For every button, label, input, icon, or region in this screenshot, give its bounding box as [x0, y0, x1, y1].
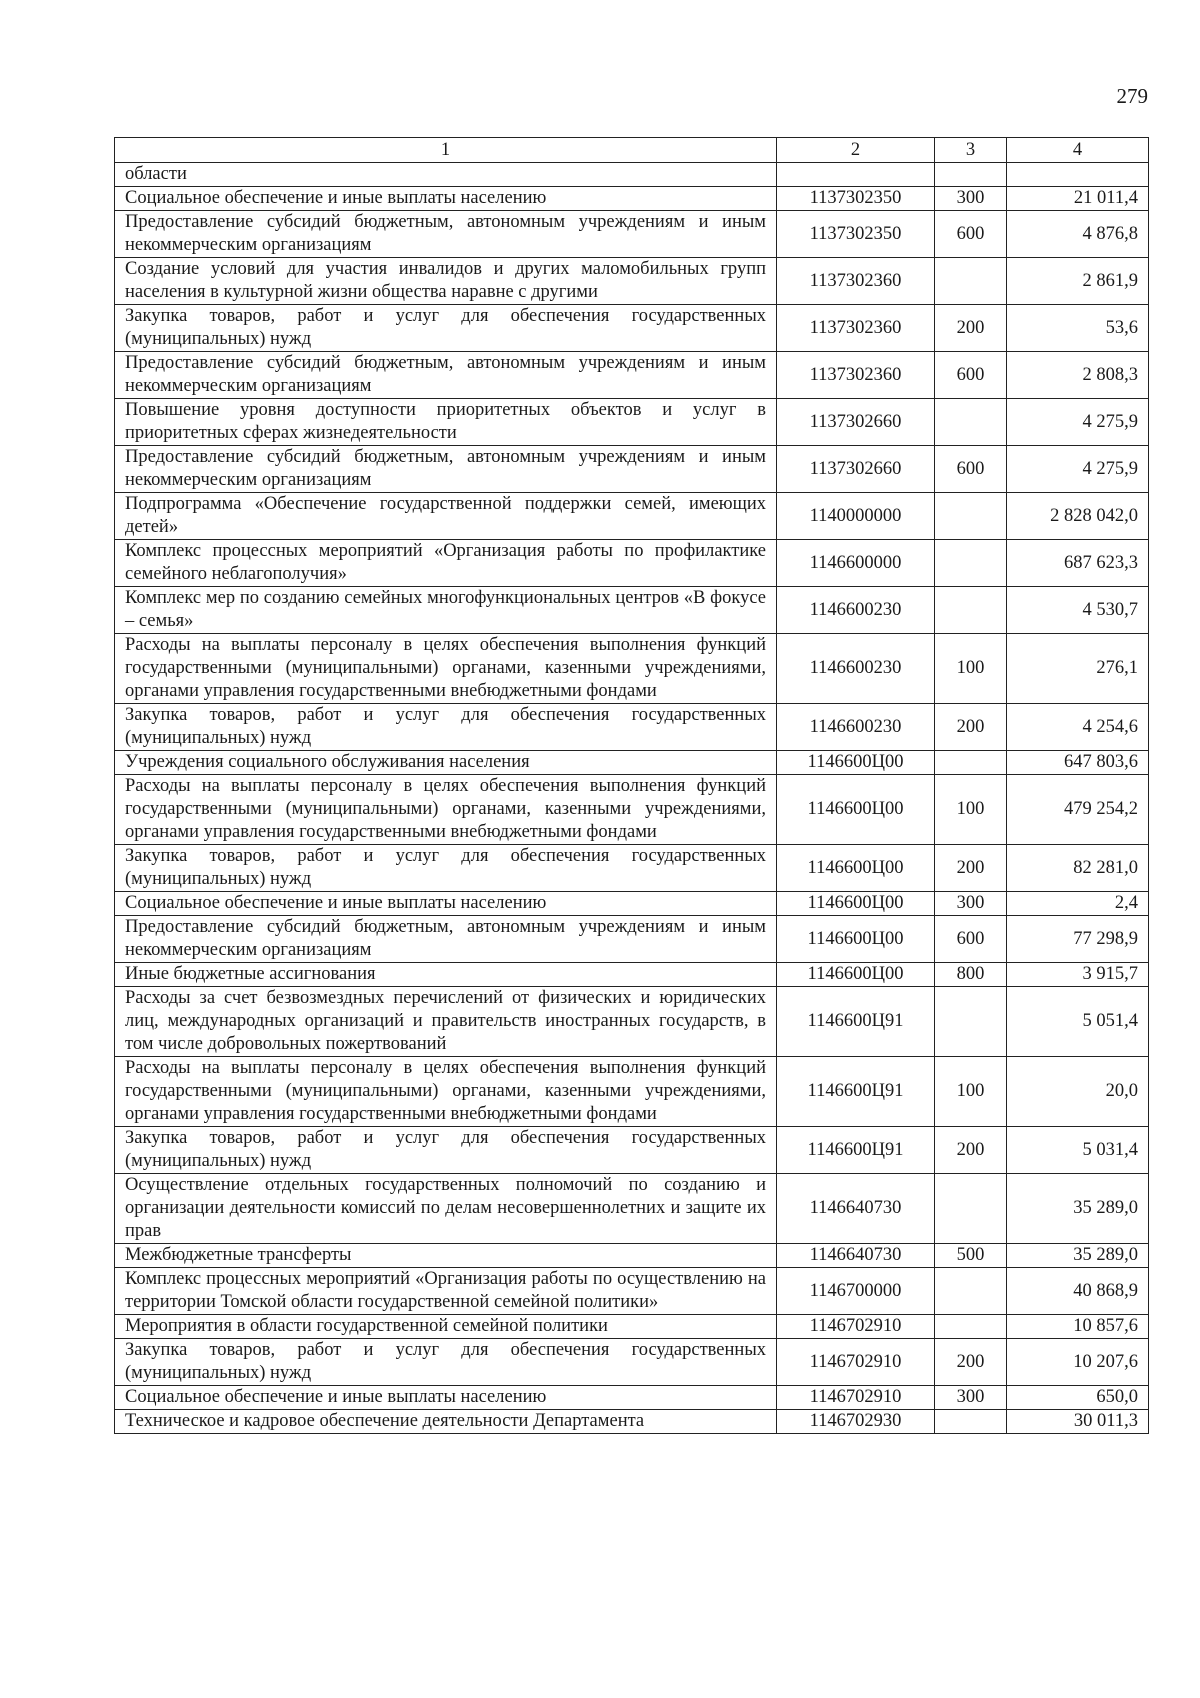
row-name-cell: Подпрограмма «Обеспечение государственной поддержки семей, имеющих детей»	[115, 493, 777, 540]
row-expense-type-cell	[935, 987, 1007, 1057]
column-header-code: 2	[777, 138, 935, 163]
row-code-cell: 1146702910	[777, 1339, 935, 1386]
row-name-cell: Расходы на выплаты персоналу в целях обеспечения выполнения функций государственными (муниципальными) органами, казенными учреждениями, органами управления государственными внебюджетными фондами	[115, 775, 777, 845]
row-name-cell: Закупка товаров, работ и услуг для обеспечения государственных (муниципальных) нужд	[115, 1127, 777, 1174]
row-sum-cell: 647 803,6	[1007, 751, 1149, 775]
row-name-cell: Повышение уровня доступности приоритетных объектов и услуг в приоритетных сферах жизнедеятельности	[115, 399, 777, 446]
row-code-cell: 1146600Ц00	[777, 845, 935, 892]
row-code-cell: 1146600230	[777, 704, 935, 751]
row-expense-type-cell	[935, 399, 1007, 446]
row-code-cell: 1146600230	[777, 634, 935, 704]
row-name-cell: Учреждения социального обслуживания населения	[115, 751, 777, 775]
row-code-cell: 1146600Ц00	[777, 892, 935, 916]
row-name-cell: Предоставление субсидий бюджетным, автономным учреждениям и иным некоммерческим организациям	[115, 916, 777, 963]
row-code-cell: 1146700000	[777, 1268, 935, 1315]
table-row	[115, 1174, 1149, 1244]
row-name-cell: Закупка товаров, работ и услуг для обеспечения государственных (муниципальных) нужд	[115, 305, 777, 352]
table-row	[115, 1244, 1149, 1268]
table-header	[115, 138, 1149, 163]
table-row	[115, 187, 1149, 211]
row-code-cell: 1146600Ц00	[777, 751, 935, 775]
row-expense-type-cell: 500	[935, 1244, 1007, 1268]
row-sum-cell: 10 207,6	[1007, 1339, 1149, 1386]
row-expense-type-cell: 300	[935, 187, 1007, 211]
table-row	[115, 916, 1149, 963]
row-expense-type-cell: 300	[935, 1386, 1007, 1410]
table-row	[115, 352, 1149, 399]
row-sum-cell: 82 281,0	[1007, 845, 1149, 892]
row-expense-type-cell: 600	[935, 352, 1007, 399]
table-row	[115, 258, 1149, 305]
table-row	[115, 892, 1149, 916]
budget-table	[114, 137, 1149, 1434]
row-code-cell: 1137302360	[777, 352, 935, 399]
row-name-cell: Социальное обеспечение и иные выплаты населению	[115, 892, 777, 916]
row-expense-type-cell	[935, 751, 1007, 775]
row-sum-cell: 2,4	[1007, 892, 1149, 916]
row-expense-type-cell	[935, 540, 1007, 587]
table-row	[115, 587, 1149, 634]
row-name-cell: Социальное обеспечение и иные выплаты населению	[115, 187, 777, 211]
table-row	[115, 399, 1149, 446]
row-expense-type-cell	[935, 1268, 1007, 1315]
table-row	[115, 1410, 1149, 1434]
row-sum-cell: 687 623,3	[1007, 540, 1149, 587]
table-row	[115, 845, 1149, 892]
row-expense-type-cell: 100	[935, 775, 1007, 845]
row-sum-cell: 10 857,6	[1007, 1315, 1149, 1339]
row-name-cell: Мероприятия в области государственной семейной политики	[115, 1315, 777, 1339]
page-number: 279	[1116, 84, 1148, 108]
row-sum-cell: 5 051,4	[1007, 987, 1149, 1057]
row-sum-cell: 4 254,6	[1007, 704, 1149, 751]
row-sum-cell: 20,0	[1007, 1057, 1149, 1127]
table-row	[115, 163, 1149, 187]
row-sum-cell: 4 876,8	[1007, 211, 1149, 258]
row-name-cell: Расходы за счет безвозмездных перечислений от физических и юридических лиц, международных организаций и правительств иностранных государств, в том числе добровольных пожертвований	[115, 987, 777, 1057]
row-code-cell: 1146600230	[777, 587, 935, 634]
row-name-cell: Иные бюджетные ассигнования	[115, 963, 777, 987]
row-name-cell: Межбюджетные трансферты	[115, 1244, 777, 1268]
row-sum-cell	[1007, 163, 1149, 187]
row-name-cell: Закупка товаров, работ и услуг для обеспечения государственных (муниципальных) нужд	[115, 1339, 777, 1386]
row-code-cell: 1146600Ц00	[777, 775, 935, 845]
row-code-cell: 1146702930	[777, 1410, 935, 1434]
row-code-cell: 1146702910	[777, 1386, 935, 1410]
row-code-cell: 1146600Ц00	[777, 963, 935, 987]
row-sum-cell: 650,0	[1007, 1386, 1149, 1410]
row-name-cell: Осуществление отдельных государственных полномочий по созданию и организации деятельности комиссий по делам несовершеннолетних и защите их прав	[115, 1174, 777, 1244]
column-header-sum: 4	[1007, 138, 1149, 163]
row-name-cell: Предоставление субсидий бюджетным, автономным учреждениям и иным некоммерческим организациям	[115, 446, 777, 493]
table-row	[115, 963, 1149, 987]
row-expense-type-cell: 600	[935, 916, 1007, 963]
table-row	[115, 1386, 1149, 1410]
row-sum-cell: 3 915,7	[1007, 963, 1149, 987]
row-code-cell: 1137302360	[777, 258, 935, 305]
row-sum-cell: 276,1	[1007, 634, 1149, 704]
row-code-cell: 1137302660	[777, 399, 935, 446]
row-sum-cell: 30 011,3	[1007, 1410, 1149, 1434]
row-code-cell: 1146600Ц91	[777, 1057, 935, 1127]
row-sum-cell: 2 828 042,0	[1007, 493, 1149, 540]
table-row	[115, 305, 1149, 352]
row-expense-type-cell: 200	[935, 1339, 1007, 1386]
row-code-cell: 1137302660	[777, 446, 935, 493]
row-expense-type-cell: 100	[935, 634, 1007, 704]
row-expense-type-cell	[935, 1410, 1007, 1434]
row-name-cell: Создание условий для участия инвалидов и других маломобильных групп населения в культурной жизни общества наравне с другими	[115, 258, 777, 305]
table-row	[115, 1339, 1149, 1386]
table-row	[115, 493, 1149, 540]
row-name-cell: Закупка товаров, работ и услуг для обеспечения государственных (муниципальных) нужд	[115, 704, 777, 751]
row-name-cell: Техническое и кадровое обеспечение деятельности Департамента	[115, 1410, 777, 1434]
row-code-cell: 1146640730	[777, 1244, 935, 1268]
row-code-cell: 1146600Ц00	[777, 916, 935, 963]
table-row	[115, 751, 1149, 775]
row-sum-cell: 35 289,0	[1007, 1174, 1149, 1244]
row-sum-cell: 479 254,2	[1007, 775, 1149, 845]
table-row	[115, 211, 1149, 258]
row-sum-cell: 4 275,9	[1007, 446, 1149, 493]
row-expense-type-cell: 800	[935, 963, 1007, 987]
table-row	[115, 540, 1149, 587]
row-code-cell: 1146702910	[777, 1315, 935, 1339]
row-expense-type-cell	[935, 1315, 1007, 1339]
row-name-cell: Предоставление субсидий бюджетным, автономным учреждениям и иным некоммерческим организациям	[115, 211, 777, 258]
table-row	[115, 1315, 1149, 1339]
table-body	[115, 163, 1149, 1434]
row-code-cell	[777, 163, 935, 187]
row-sum-cell: 40 868,9	[1007, 1268, 1149, 1315]
row-expense-type-cell: 200	[935, 1127, 1007, 1174]
row-expense-type-cell: 200	[935, 704, 1007, 751]
table-row	[115, 634, 1149, 704]
row-name-cell: Социальное обеспечение и иные выплаты населению	[115, 1386, 777, 1410]
table-row	[115, 704, 1149, 751]
row-sum-cell: 21 011,4	[1007, 187, 1149, 211]
row-code-cell: 1146640730	[777, 1174, 935, 1244]
row-expense-type-cell	[935, 493, 1007, 540]
row-sum-cell: 2 861,9	[1007, 258, 1149, 305]
row-code-cell: 1137302350	[777, 187, 935, 211]
row-sum-cell: 77 298,9	[1007, 916, 1149, 963]
row-sum-cell: 4 275,9	[1007, 399, 1149, 446]
row-sum-cell: 5 031,4	[1007, 1127, 1149, 1174]
row-expense-type-cell	[935, 587, 1007, 634]
column-header-vr: 3	[935, 138, 1007, 163]
row-sum-cell: 53,6	[1007, 305, 1149, 352]
header-row	[115, 138, 1149, 163]
row-expense-type-cell	[935, 258, 1007, 305]
row-name-cell: Расходы на выплаты персоналу в целях обеспечения выполнения функций государственными (муниципальными) органами, казенными учреждениями, органами управления государственными внебюджетными фондами	[115, 634, 777, 704]
row-name-cell: Предоставление субсидий бюджетным, автономным учреждениям и иным некоммерческим организациям	[115, 352, 777, 399]
table-row	[115, 987, 1149, 1057]
row-code-cell: 1146600Ц91	[777, 987, 935, 1057]
row-code-cell: 1140000000	[777, 493, 935, 540]
table-row	[115, 1268, 1149, 1315]
row-code-cell: 1137302350	[777, 211, 935, 258]
row-expense-type-cell: 300	[935, 892, 1007, 916]
row-code-cell: 1146600000	[777, 540, 935, 587]
table-row	[115, 775, 1149, 845]
table-row	[115, 1057, 1149, 1127]
row-sum-cell: 4 530,7	[1007, 587, 1149, 634]
row-expense-type-cell: 100	[935, 1057, 1007, 1127]
column-header-name: 1	[115, 138, 777, 163]
row-sum-cell: 35 289,0	[1007, 1244, 1149, 1268]
table-row	[115, 1127, 1149, 1174]
row-expense-type-cell	[935, 1174, 1007, 1244]
row-expense-type-cell	[935, 163, 1007, 187]
row-name-cell: области	[115, 163, 777, 187]
row-name-cell: Комплекс процессных мероприятий «Организация работы по профилактике семейного неблагополучия»	[115, 540, 777, 587]
row-expense-type-cell: 200	[935, 845, 1007, 892]
row-name-cell: Комплекс процессных мероприятий «Организация работы по осуществлению на территории Томской области государственной семейной политики»	[115, 1268, 777, 1315]
row-expense-type-cell: 600	[935, 446, 1007, 493]
row-expense-type-cell: 600	[935, 211, 1007, 258]
row-name-cell: Закупка товаров, работ и услуг для обеспечения государственных (муниципальных) нужд	[115, 845, 777, 892]
row-sum-cell: 2 808,3	[1007, 352, 1149, 399]
row-expense-type-cell: 200	[935, 305, 1007, 352]
row-name-cell: Комплекс мер по созданию семейных многофункциональных центров «В фокусе – семья»	[115, 587, 777, 634]
row-code-cell: 1137302360	[777, 305, 935, 352]
row-code-cell: 1146600Ц91	[777, 1127, 935, 1174]
row-name-cell: Расходы на выплаты персоналу в целях обеспечения выполнения функций государственными (муниципальными) органами, казенными учреждениями, органами управления государственными внебюджетными фондами	[115, 1057, 777, 1127]
table-row	[115, 446, 1149, 493]
